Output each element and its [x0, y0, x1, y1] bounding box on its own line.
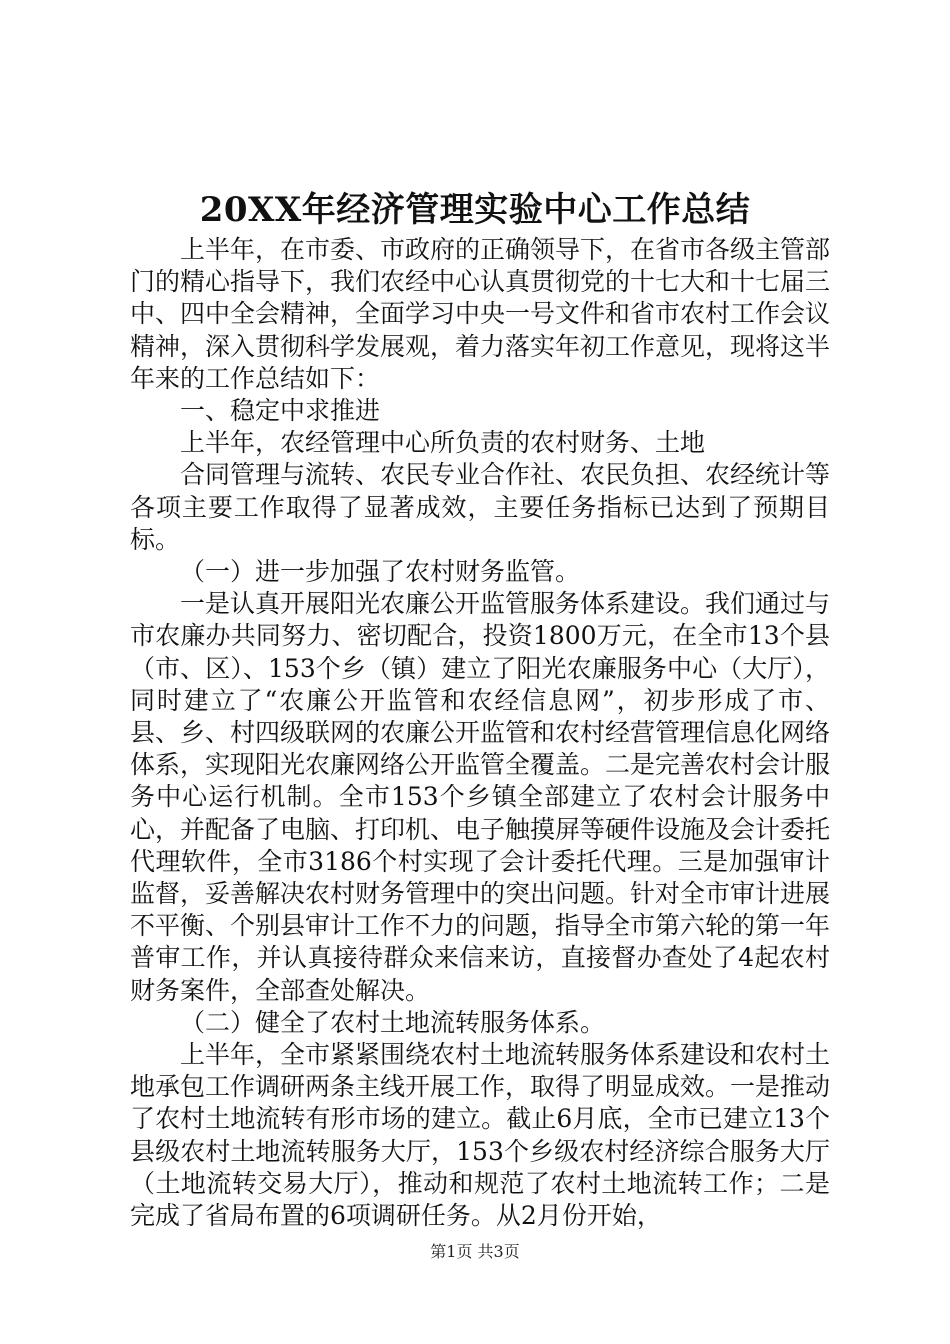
paragraph-summary-cont: 合同管理与流转、农民专业合作社、农民负担、农经统计等各项主要工作取得了显著成效，主要任务指标已达到了预期目标。 [130, 460, 831, 554]
paragraph-summary-start: 上半年，农经管理中心所负责的农村财务、土地 [180, 428, 706, 458]
page-footer: 第1页 共3页 [430, 1242, 520, 1261]
section-heading-1: 一、稳定中求推进 [180, 396, 381, 426]
document-body [130, 234, 830, 1232]
paragraph-intro: 上半年，在市委、市政府的正确领导下，在省市各级主管部门的精心指导下，我们农经中心认真贯彻党的十七大和十七届三中、四中全会精神，全面学习中央一号文件和省市农村工作会议精神，深入贯彻科学发展观，着力落实年初工作意见，现将这半年来的工作总结如下： [130, 235, 831, 393]
paragraph-land: 上半年，全市紧紧围绕农村土地流转服务体系建设和农村土地承包工作调研两条主线开展工作，取得了明显成效。一是推动了农村土地流转有形市场的建立。截止6月底，全市已建立13个县级农村土地流转服务大厅，153个乡级农村经济综合服务大厅（土地流转交易大厅），推动和规范了农村土地流转工作；二是完成了省局布置的6项调研任务。从2月份开始， [130, 1040, 831, 1231]
subsection-heading-2: （二）健全了农村土地流转服务体系。 [180, 1007, 606, 1037]
document-title: 20XX年经济管理实验中心工作总结 [199, 190, 751, 230]
paragraph-finance: 一是认真开展阳光农廉公开监管服务体系建设。我们通过与市农廉办共同努力、密切配合，投资1800万元，在全市13个县（市、区）、153个乡（镇）建立了阳光农廉服务中心（大厅），同时建立了“农廉公开监管和农经信息网”，初步形成了市、县、乡、村四级联网的农廉公开监管和农村经营管理信息化网络体系，实现阳光农廉网络公开监管全覆盖。二是完善农村会计服务中心运行机制。全市153个乡镇全部建立了农村会计服务中心，并配备了电脑、打印机、电子触摸屏等硬件设施及会计委托代理软件，全市3186个村实现了会计委托代理。三是加强审计监督，妥善解决农村财务管理中的突出问题。针对全市审计进展不平衡、个别县审计工作不力的问题，指导全市第六轮的第一年普审工作，并认真接待群众来信来访，直接督办查处了4起农村财务案件，全部查处解决。 [130, 589, 831, 1005]
subsection-heading-1: （一）进一步加强了农村财务监管。 [180, 557, 581, 587]
